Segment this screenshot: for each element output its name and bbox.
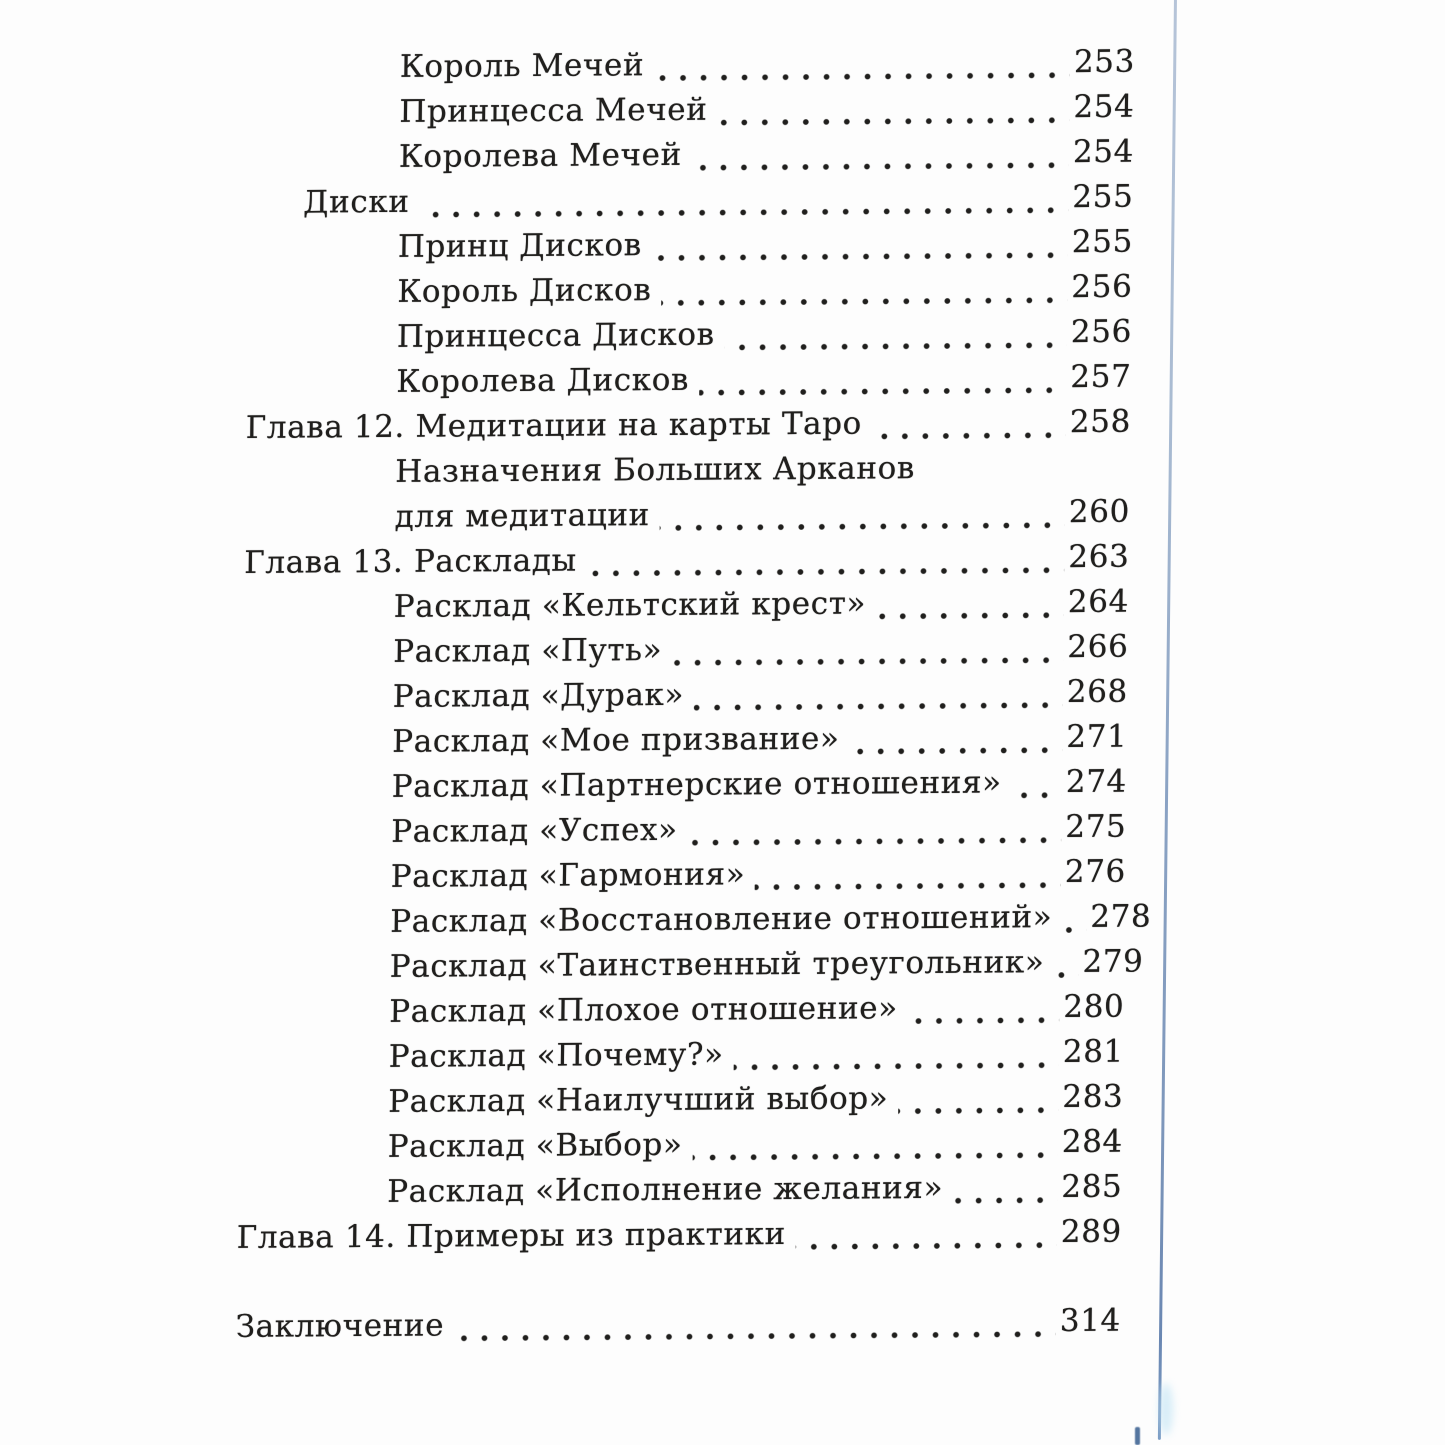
toc-row	[236, 1214, 1122, 1265]
toc-dot-leader	[1054, 972, 1078, 978]
toc-row	[242, 674, 1128, 725]
toc-dot-leader	[725, 342, 1067, 350]
toc-row	[243, 629, 1129, 680]
toc-entry-title: Королева Мечей	[398, 136, 683, 175]
toc-dot-leader	[672, 657, 1063, 666]
toc-entry-title: для медитации	[394, 497, 651, 535]
toc-row	[248, 179, 1134, 230]
toc-dot-leader	[796, 1242, 1057, 1250]
toc-dot-leader	[419, 207, 1068, 218]
toc-entry-title: Диски	[303, 183, 410, 221]
toc-dot-leader	[694, 702, 1063, 711]
toc-dot-leader	[652, 252, 1068, 261]
toc-row	[243, 584, 1129, 635]
toc-row	[249, 44, 1135, 95]
toc-entry-title: Заключение	[235, 1307, 445, 1345]
toc-entry-title: Расклад «Таинственный треугольник»	[389, 944, 1045, 985]
toc-entry-title: Расклад «Выбор»	[387, 1126, 683, 1165]
toc-row	[246, 314, 1132, 365]
toc-row	[240, 854, 1126, 905]
toc-row	[235, 1303, 1121, 1354]
toc-dot-leader	[908, 1017, 1060, 1024]
toc-page-number: 254	[1073, 88, 1135, 126]
toc-page-number: 271	[1066, 718, 1128, 756]
toc-dot-leader	[755, 882, 1061, 890]
toc-entry-title: Расклад «Партнерские отношения»	[391, 764, 1002, 805]
toc-page-number: 256	[1071, 268, 1133, 306]
toc-page-number: 260	[1068, 493, 1131, 531]
toc-dot-leader	[454, 1331, 1056, 1341]
page-edge-glow	[1159, 1383, 1173, 1435]
toc-page-number: 268	[1066, 673, 1129, 711]
toc-row	[239, 943, 1144, 995]
toc-row	[244, 494, 1130, 545]
toc-page-number: 264	[1067, 583, 1130, 621]
toc-entry-title: Король Дисков	[397, 272, 652, 310]
toc-page-number: 276	[1064, 853, 1127, 891]
toc-entry-title: Королева Дисков	[396, 361, 690, 400]
toc-row	[247, 269, 1133, 320]
toc-dot-leader	[661, 297, 1067, 306]
toc-entry-title: Расклад «Гармония»	[390, 856, 746, 895]
toc-dot-leader	[876, 612, 1064, 619]
toc-page-number: 254	[1072, 133, 1135, 171]
toc-dot-leader	[699, 387, 1066, 396]
toc-page-number: 253	[1073, 43, 1136, 81]
toc-page-number: 258	[1069, 403, 1132, 441]
toc-entry-title: Расклад «Исполнение желания»	[387, 1169, 944, 1210]
toc-entry-title: Король Мечей	[399, 47, 645, 85]
toc-dot-leader	[872, 432, 1066, 439]
toc-entry-title: Расклад «Мое призвание»	[392, 720, 840, 760]
toc-dot-leader	[898, 1107, 1058, 1114]
toc-row	[237, 1124, 1123, 1175]
toc-dot-leader	[1012, 792, 1062, 798]
toc-page-number: 314	[1059, 1302, 1122, 1340]
toc-page-number: 278	[1090, 898, 1152, 935]
toc-page-number: 255	[1072, 178, 1134, 216]
toc-dot-leader	[953, 1197, 1057, 1204]
toc-dot-leader	[688, 837, 1062, 846]
toc-page-number: 263	[1068, 538, 1130, 576]
toc-entry-title: Расклад «Почему?»	[388, 1036, 724, 1075]
toc-row	[239, 989, 1125, 1040]
toc-list	[235, 43, 1152, 1354]
toc-dot-leader	[692, 1152, 1057, 1161]
toc-dot-leader	[717, 117, 1069, 126]
toc-entry-title: Принцесса Дисков	[396, 316, 715, 355]
toc-page-number: 257	[1070, 358, 1132, 396]
toc-page-number: 284	[1061, 1123, 1124, 1161]
toc-row	[244, 539, 1130, 590]
toc-page-number: 255	[1071, 223, 1134, 261]
toc-page-number: 266	[1067, 628, 1129, 666]
toc-row	[242, 719, 1128, 770]
toc-entry-title: Расклад «Успех»	[391, 811, 678, 850]
toc-row	[246, 359, 1132, 410]
page-edge-line	[1158, 0, 1177, 1440]
toc-page-number: 279	[1082, 943, 1144, 980]
toc-entry-title: Глава 12. Медитации на карты Таро	[245, 405, 863, 446]
toc-row	[247, 224, 1133, 275]
toc-entry-title: Назначения Больших Арканов	[395, 450, 916, 490]
toc-row	[240, 898, 1152, 950]
toc-page-number: 281	[1062, 1033, 1125, 1071]
toc-entry-title: Глава 13. Расклады	[244, 542, 577, 581]
toc-dot-leader	[660, 522, 1065, 531]
toc-entry-title: Расклад «Путь»	[393, 631, 663, 670]
toc-row	[241, 764, 1127, 815]
toc-entry-title: Принцесса Мечей	[399, 91, 708, 130]
toc-dot-leader	[733, 1062, 1058, 1070]
toc-entry-title: Принц Дисков	[397, 227, 642, 265]
toc-entry-title: Глава 14. Примеры из практики	[236, 1215, 787, 1256]
toc-row	[238, 1034, 1124, 1085]
toc-page-number: 256	[1070, 313, 1133, 351]
toc-row	[237, 1169, 1123, 1220]
toc-entry-title: Расклад «Кельтский крест»	[393, 585, 867, 625]
toc-dot-leader	[849, 747, 1062, 755]
toc-dot-leader	[654, 72, 1070, 81]
toc-page-number: 289	[1060, 1213, 1123, 1251]
toc-page-number: 283	[1062, 1078, 1124, 1116]
toc-entry-title: Расклад «Дурак»	[392, 676, 685, 715]
toc-entry-title: Расклад «Наилучший выбор»	[388, 1080, 889, 1120]
toc-page-number: 285	[1061, 1168, 1123, 1206]
toc-dot-leader	[692, 162, 1069, 171]
toc-page-number: 280	[1063, 988, 1125, 1026]
toc-page-number: 275	[1065, 808, 1127, 846]
toc-row	[241, 809, 1127, 860]
toc-entry-title: Расклад «Восстановление отношений»	[390, 899, 1053, 940]
toc-row	[245, 449, 1131, 500]
toc-row	[249, 89, 1135, 140]
page-edge-bottom-tick	[1135, 1427, 1140, 1445]
toc-dot-leader	[1062, 927, 1086, 933]
toc-entry-title: Расклад «Плохое отношение»	[389, 990, 898, 1030]
toc-row	[238, 1079, 1124, 1130]
toc-row	[245, 404, 1131, 455]
toc-page-number: 274	[1065, 763, 1128, 801]
toc-dot-leader	[587, 567, 1065, 576]
toc-row	[248, 134, 1134, 185]
